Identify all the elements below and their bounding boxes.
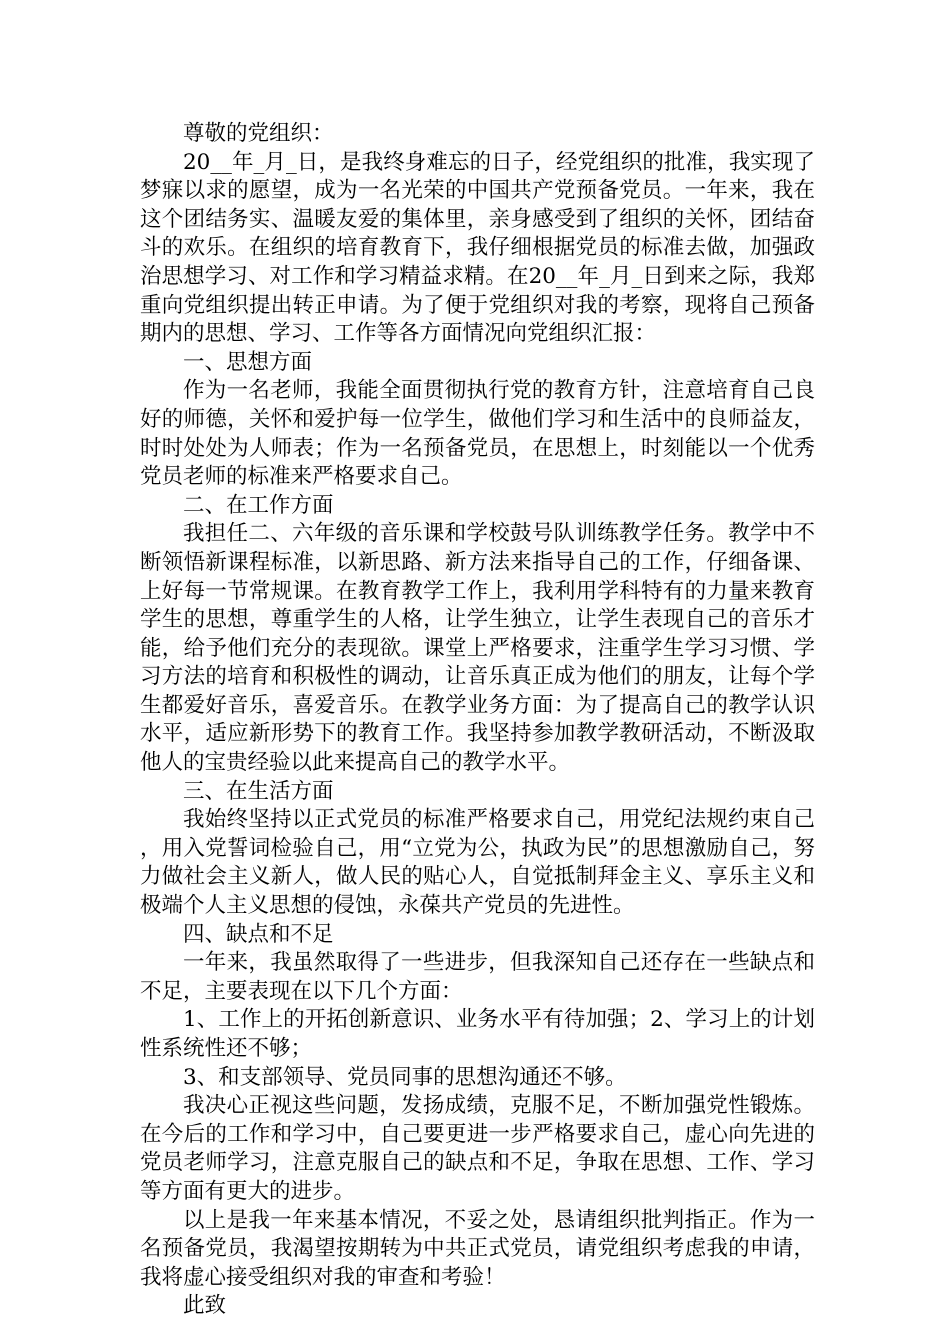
shortcoming-point-1: 1、工作上的开拓创新意识、业务水平有待加强；2、学习上的计划性系统性还不够； [140,1007,815,1061]
section-heading-shortcomings: 四、缺点和不足 [183,921,334,947]
life-paragraph: 我始终坚持以正式党员的标准严格要求自己，用党纪法规约束自己，用入党誓词检验自己，用“立党为公，执政为民”的思想激励自己，努力做社会主义新人，做人民的贴心人，自觉抵制拜金主义、享乐主义和极端个人主义思想的侵蚀，永葆共产党员的先进性。 [140,807,815,919]
letter-body [140,120,815,1321]
shortcoming-point-2: 3、和支部领导、党员同事的思想沟通还不够。 [183,1064,627,1090]
section-heading-work: 二、在工作方面 [183,492,334,518]
section-heading-life: 三、在生活方面 [183,778,334,804]
intro-paragraph: 20__年_月_日，是我终身难忘的日子，经党组织的批准，我实现了梦寐以求的愿望，成为一名光荣的中国共产党预备党员。一年来，我在这个团结务实、温暖友爱的集体里，亲身感受到了组织的关怀，团结奋斗的欢乐。在组织的培育教育下，我仔细根据党员的标准去做，加强政治思想学习、对工作和学习精益求精。在20__年_月_日到来之际，我郑重向党组织提出转正申请。为了便于党组织对我的考察，现将自己预备期内的思想、学习、工作等各方面情况向党组织汇报： [140,149,815,347]
closing: 此致 [183,1293,227,1319]
summary-paragraph: 以上是我一年来基本情况，不妥之处，恳请组织批判指正。作为一名预备党员，我渴望按期转为中共正式党员，请党组织考虑我的申请，我将虚心接受组织对我的审查和考验！ [140,1207,815,1290]
salutation: 尊敬的党组织： [183,121,334,146]
thought-paragraph: 作为一名老师，我能全面贯彻执行党的教育方针，注意培育自己良好的师德，关怀和爱护每一位学生，做他们学习和生活中的良师益友，时时处处为人师表；作为一名预备党员，在思想上，时刻能以一个优秀党员老师的标准来严格要求自己。 [140,378,815,490]
resolution-paragraph: 我决心正视这些问题，发扬成绩，克服不足，不断加强党性锻炼。在今后的工作和学习中，自己要更进一步严格要求自己，虚心向先进的党员老师学习，注意克服自己的缺点和不足，争取在思想、工作、学习等方面有更大的进步。 [140,1093,815,1204]
section-heading-thought: 一、思想方面 [183,349,313,375]
work-paragraph: 我担任二、六年级的音乐课和学校鼓号队训练教学任务。教学中不断领悟新课程标准，以新思路、新方法来指导自己的工作，仔细备课、上好每一节常规课。在教育教学工作上，我利用学科特有的力量来教育学生的思想，尊重学生的人格，让学生独立，让学生表现自己的音乐才能，给予他们充分的表现欲。课堂上严格要求，注重学生学习习惯、学习方法的培育和积极性的调动，让音乐真正成为他们的朋友，让每个学生都爱好音乐，喜爱音乐。在教学业务方面：为了提高自己的教学认识水平，适应新形势下的教育工作。我坚持参加教学教研活动，不断汲取他人的宝贵经验以此来提高自己的教学水平。 [140,521,815,776]
shortcomings-paragraph: 一年来，我虽然取得了一些进步，但我深知自己还存在一些缺点和不足，主要表现在以下几个方面： [140,950,815,1004]
